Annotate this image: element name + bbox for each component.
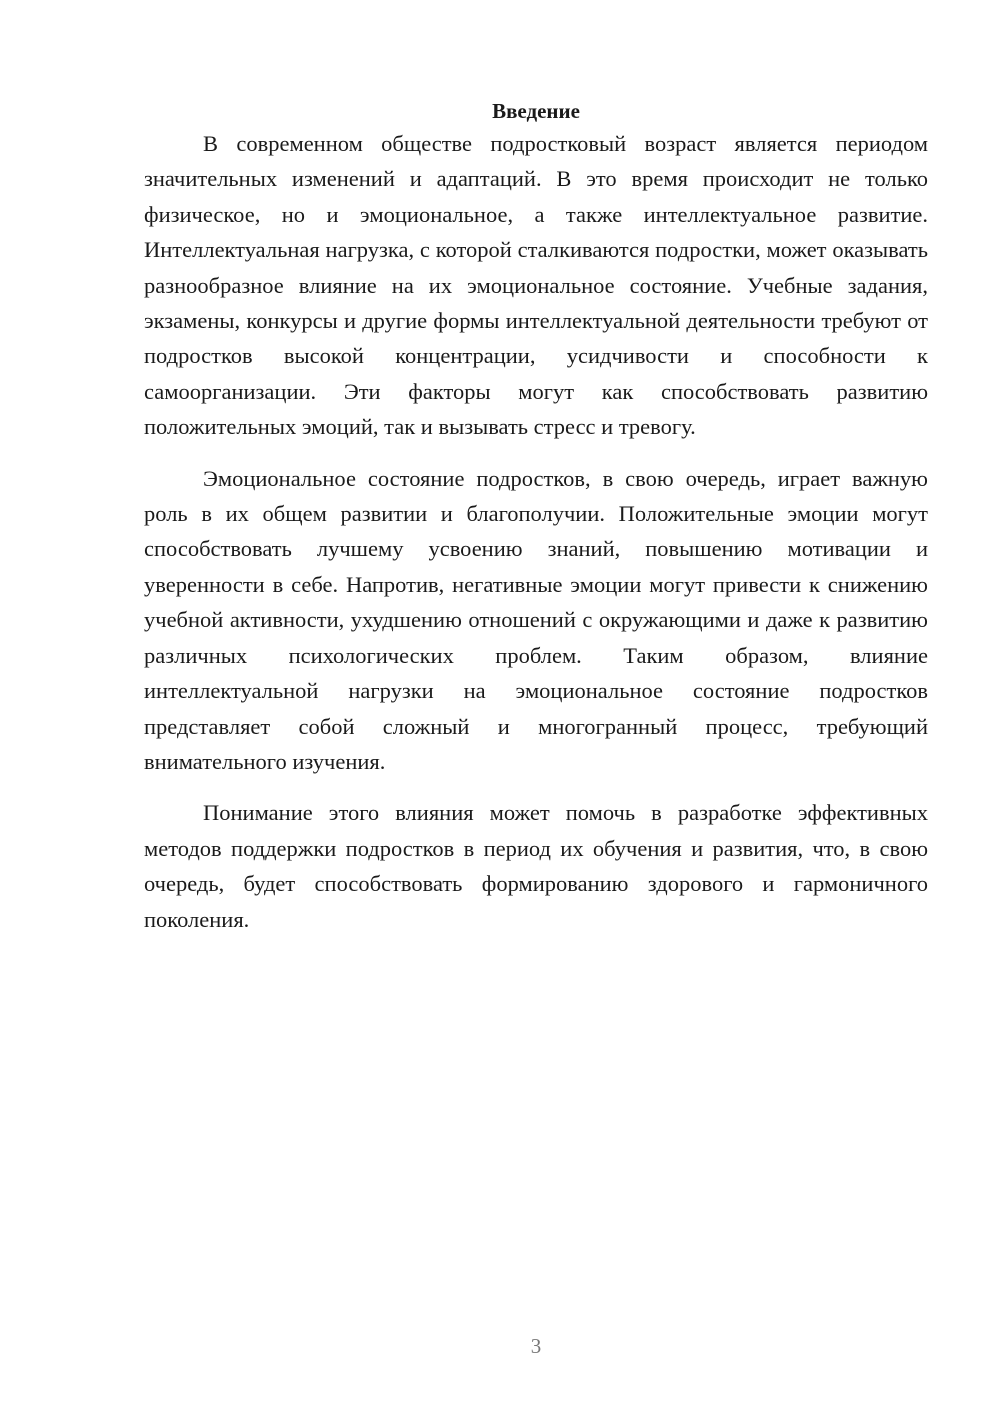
paragraph-2: Эмоциональное состояние подростков, в свою очередь, играет важную роль в их общем развитии и благополучии. Положительные эмоции могут способствовать лучшему усвоению знаний, повышению мотивации и уверенности в себе. Напротив, негативные эмоции могут привести к снижению учебной активности, ухудшению отношений с окружающими и даже к развитию различных психологических проблем. Таким образом, влияние интеллектуальной нагрузки на эмоциональное состояние подростков представляет собой сложный и многогранный процесс, требующий внимательного изучения. (144, 465, 928, 774)
paragraph-1: В современном обществе подростковый возраст является периодом значительных изменений и адаптаций. В это время происходит не только физическое, но и эмоциональное, а также интеллектуальное развитие. Интеллектуальная нагрузка, с которой сталкиваются подростки, может оказывать разнообразное влияние на их эмоциональное состояние. Учебные задания, экзамены, конкурсы и другие формы интеллектуальной деятельности требуют от подростков высокой концентрации, усидчивости и способности к самоорганизации. Эти факторы могут как способствовать развитию положительных эмоций, так и вызывать стресс и тревогу. (144, 131, 928, 440)
page-content (144, 93, 928, 937)
page-number: 3 (530, 1334, 542, 1358)
section-heading: Введение (492, 99, 580, 123)
paragraph-3: Понимание этого влияния может помочь в разработке эффективных методов поддержки подростков в период их обучения и развития, что, в свою очередь, будет способствовать формированию здорового и гармоничного поколения. (144, 800, 928, 932)
